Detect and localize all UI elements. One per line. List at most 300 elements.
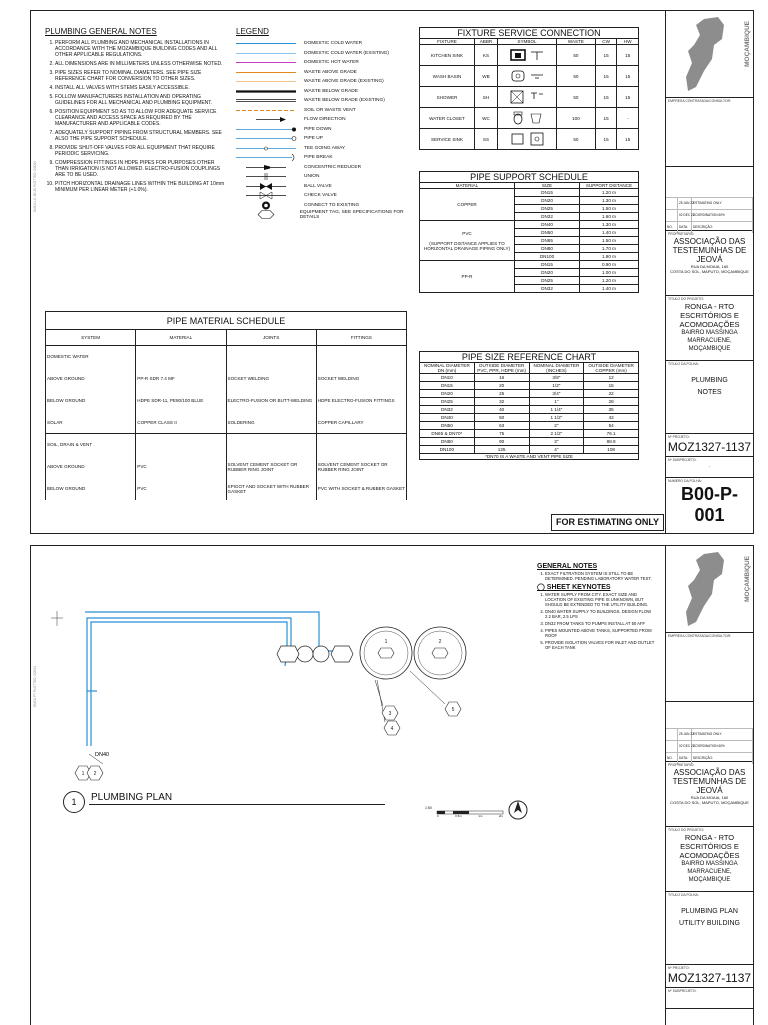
subproject-caption: Nº SUBPROJETO: — [668, 989, 697, 993]
project-number: MOZ1327-1137 — [667, 971, 752, 985]
pss-size: DN32 — [515, 213, 580, 221]
pss-dist: 1.40 m — [580, 229, 639, 237]
psr-row — [420, 422, 639, 430]
project-number-box — [666, 434, 753, 457]
equipment-tag-icon — [236, 210, 294, 219]
scale-tick: 0.5m — [455, 814, 462, 818]
fsc-cell: 15 — [595, 66, 617, 87]
general-notes-title: GENERAL NOTES — [537, 563, 598, 570]
fsc-cell: 15 — [617, 129, 639, 150]
owner-address: RUA DA MOAIA, 160 — [690, 264, 729, 269]
psr-cell: DN50 — [420, 422, 475, 430]
pms-cell: HDPE SDR-11, PE80/100 BLUE — [136, 390, 226, 412]
psr-row — [420, 446, 639, 454]
pss-size: DN50 — [515, 229, 580, 237]
revision-row — [666, 728, 753, 740]
fsc-cell: 100 — [557, 108, 596, 129]
line-blue-icon — [236, 39, 298, 48]
psr-cell: DN40 — [420, 414, 475, 422]
tag-label: 1 — [384, 639, 388, 645]
tank-tag-2 — [432, 648, 448, 658]
psr-cell: 76.1 — [584, 430, 639, 438]
pss-row — [420, 189, 639, 197]
keynote-item: 5. PROVIDE ISOLATION VALVES FOR INLET AND OUTLET OF EACH TANK — [545, 640, 657, 650]
fsc-header: SYMBOL — [498, 39, 557, 45]
sheet-title-caption: TITULO DA FOLHA: — [668, 893, 699, 897]
project-caption: TITULO DO PROJETO: — [668, 828, 704, 832]
legend-label: DOMESTIC HOT WATER — [304, 60, 359, 66]
owner-box — [666, 762, 753, 827]
legend-label: UNION — [304, 174, 320, 180]
project-number-box — [666, 965, 753, 988]
pipe-support-schedule-table — [419, 171, 639, 293]
tag-label: 2 — [438, 639, 442, 645]
country-label: MOÇAMBIQUE — [744, 556, 751, 602]
company-caption: EMPRESA CONTRATADA/CONSULTOR: — [668, 634, 732, 638]
pms-cell — [136, 434, 226, 456]
revision-cell: DESCRIÇÃO: — [692, 222, 753, 233]
fsc-symbol-cell — [498, 66, 557, 87]
psr-cell: 4" — [529, 446, 584, 454]
fsc-cell: 50 — [557, 66, 596, 87]
pss-dist: 1.30 m — [580, 197, 639, 205]
sheet-number-caption: NUMERO DA FOLHA: — [668, 479, 702, 483]
fsc-cell: 50 — [557, 129, 596, 150]
legend-label: DOMESTIC COLD WATER — [304, 41, 363, 47]
pms-header: JOINTS — [226, 330, 316, 346]
fsc-cell: SS — [475, 129, 498, 150]
revision-cell: DATA: — [678, 222, 692, 233]
sheet-title-box — [666, 361, 753, 434]
fsc-header: HW — [617, 39, 639, 45]
legend-row — [236, 210, 416, 220]
sheet-title-caption: TITULO DA FOLHA: — [668, 362, 699, 366]
revision-row — [666, 209, 753, 221]
psr-cell: 3/8" — [529, 374, 584, 382]
psr-cell: 12 — [584, 374, 639, 382]
project-line: ESCRITÓRIOS E ACOMODAÇÕES — [679, 311, 740, 329]
fsc-cell: 15 — [595, 129, 617, 150]
legend-row — [236, 134, 416, 144]
tee-away-icon — [236, 144, 298, 153]
psr-cell: 35 — [584, 406, 639, 414]
psr-cell: 20 — [474, 382, 529, 390]
pms-cell: SOLDERING — [226, 412, 316, 434]
ball-valve-icon — [236, 182, 298, 191]
owner-address: COSTA DO SOL, MAPUTO, MOÇAMBIQUE — [670, 800, 749, 805]
psr-row — [420, 414, 639, 422]
title-block — [665, 11, 753, 533]
psr-cell: 125 — [474, 446, 529, 454]
fsc-cell: 15 — [595, 45, 617, 66]
pms-cell: HDPE ELECTRO-FUSION FITTINGS — [316, 390, 406, 412]
note-item: 7. ADEQUATELY SUPPORT PIPING FROM STRUCTURAL MEMBERS. SEE ALSO THE PIPE SUPPORT SCHEDULE. — [55, 130, 225, 142]
fixture-service-connection-table — [419, 27, 639, 150]
pms-cell: DOMESTIC WATER — [46, 346, 136, 368]
legend-label: PIPE DOWN — [304, 126, 332, 132]
legend-label: WASTE BELOW GRADE — [304, 88, 358, 94]
project-number-caption: Nº PROJETO: — [668, 435, 690, 439]
tank-tag-1 — [378, 648, 394, 658]
north-arrow-icon — [507, 799, 529, 821]
fsc-header: FIXTURE — [420, 39, 475, 45]
keynotes-list — [537, 592, 657, 650]
general-note-item: 1. EXACT FILTRATION SYSTEM IS STILL TO BE DETERMINED. PENDING LABORATORY WATER TEST. — [545, 571, 657, 581]
psr-cell: 75 — [474, 430, 529, 438]
fsc-cell: SH — [475, 87, 498, 108]
psr-cell: 40 — [474, 406, 529, 414]
shower-icon — [509, 90, 545, 104]
pss-material-name: COPPER — [457, 202, 477, 207]
revision-cell: COORDINATION 60% — [692, 210, 753, 221]
psr-cell: 22 — [584, 390, 639, 398]
revision-box — [666, 167, 753, 231]
tag-label: 3 — [388, 711, 392, 717]
water-tank-2 — [414, 627, 466, 679]
legend-label: PIPE UP — [304, 136, 323, 142]
company-box — [666, 98, 753, 167]
line-orange-light-icon — [236, 77, 298, 86]
water-tank-1 — [360, 627, 412, 679]
drawing-sheet-plan — [30, 545, 754, 1025]
sheet-title: PLUMBING PLAN — [681, 908, 738, 915]
keynote-item: 4. PIPES MOUNTED ABOVE TANKS, SUPPORTED FROM ROOF — [545, 628, 657, 638]
fsc-header: ABBR — [475, 39, 498, 45]
fsc-symbol-cell — [498, 87, 557, 108]
fsc-row — [420, 129, 639, 150]
pss-size: DN15 — [515, 261, 580, 269]
project-caption: TITULO DO PROJETO: — [668, 297, 704, 301]
pms-cell — [226, 434, 316, 456]
legend-row — [236, 163, 416, 173]
mozambique-map-icon — [674, 550, 734, 630]
pss-dist: 1.40 m — [580, 285, 639, 293]
psr-cell: 25 — [474, 390, 529, 398]
revision-cell: 02 DEC 22 — [678, 210, 692, 221]
pms-cell: SOIL, DRAIN & VENT — [46, 434, 136, 456]
legend-label: WASTE ABOVE GRADE (EXISTING) — [304, 79, 384, 85]
psr-cell: 15 — [584, 382, 639, 390]
service-sink-icon — [509, 132, 545, 146]
owner-name: ASSOCIAÇÃO DAS — [673, 237, 746, 246]
pss-material-name: PVC — [462, 230, 472, 236]
psr-cell: 50 — [474, 414, 529, 422]
legend-label: CHECK VALVE — [304, 193, 337, 199]
legend — [236, 27, 416, 220]
fsc-row — [420, 45, 639, 66]
notes-title: PLUMBING GENERAL NOTES — [45, 27, 157, 36]
note-item: 2. ALL DIMENSIONS ARE IN MILLIMETERS UNLESS OTHERWISE NOTED. — [55, 61, 225, 67]
grid-marker — [51, 611, 63, 626]
fsc-cell: WASH BASIN — [420, 66, 475, 87]
revision-cell: ESTIMATING ONLY — [692, 198, 753, 209]
pss-material-note: (SUPPORT DISTANCE APPLIES TO HORIZONTAL DRAINAGE PIPING ONLY) — [423, 240, 511, 251]
project-line: BAIRRO MASSINGA — [681, 330, 738, 336]
fsc-cell: - — [617, 108, 639, 129]
cold-water-pipes — [85, 612, 349, 746]
note-item: 8. PROVIDE SHUT-OFF VALVES FOR ALL EQUIPMENT THAT REQUIRE PERIODIC SERVICING. — [55, 145, 225, 157]
note-item: 5. FOLLOW MANUFACTURERS INSTALLATION AND OPERATING GUIDELINES FOR ALL MECHANICAL AND PLUMBING EQUIPMENT. — [55, 94, 225, 106]
legend-label: WASTE ABOVE GRADE — [304, 69, 357, 75]
revision-cell: DATA: — [678, 753, 692, 764]
owner-caption: PROPRIETARIO: — [668, 232, 695, 236]
revision-cell: ESTIMATING ONLY — [692, 729, 753, 740]
legend-row — [236, 96, 416, 106]
scale-tick: 2m — [498, 814, 503, 818]
fsc-cell: 15 — [617, 66, 639, 87]
pss-size: DN20 — [515, 269, 580, 277]
pms-row — [46, 346, 407, 368]
owner-box — [666, 231, 753, 296]
pss-size: DN40 — [515, 221, 580, 229]
fsc-cell: 15 — [617, 87, 639, 108]
project-line: MARRACUENE, MOÇAMBIQUE — [687, 869, 732, 883]
project-box — [666, 827, 753, 892]
pms-title: PIPE MATERIAL SCHEDULE — [46, 312, 407, 330]
pss-material — [420, 221, 515, 261]
owner-address: RUA DA MOAIA, 160 — [690, 795, 729, 800]
subproject-box — [666, 988, 753, 1009]
pipe-size-reference-chart — [419, 351, 639, 460]
psr-cell: 2 1/2" — [529, 430, 584, 438]
psr-cell: 28 — [584, 398, 639, 406]
legend-row — [236, 68, 416, 78]
pipe-break-icon — [236, 153, 298, 162]
legend-row — [236, 144, 416, 154]
keynotes-title-text: SHEET KEYNOTES — [546, 584, 611, 591]
project-line: BAIRRO MASSINGA — [681, 861, 738, 867]
psr-header: OUTSIDE DIAMETER PVC, PPR, HDPE (mm) — [474, 363, 529, 374]
psr-cell: DN100 — [420, 446, 475, 454]
owner-address: COSTA DO SOL, MAPUTO, MOÇAMBIQUE — [670, 269, 749, 274]
water-closet-icon — [509, 111, 545, 125]
pss-row — [420, 221, 639, 229]
revision-cell: NO. — [666, 222, 678, 233]
pms-cell: SOLAR — [46, 412, 136, 434]
line-orange-icon — [236, 68, 298, 77]
pss-dist: 1.60 m — [580, 213, 639, 221]
project-line: ESCRITÓRIOS E ACOMODAÇÕES — [679, 842, 740, 860]
fsc-cell: 50 — [557, 87, 596, 108]
pss-dist: 1.00 m — [580, 269, 639, 277]
subproject-box — [666, 457, 753, 478]
plumbing-plan-drawing — [45, 556, 525, 796]
psr-cell: 2" — [529, 422, 584, 430]
psr-row — [420, 374, 639, 382]
legend-row — [236, 58, 416, 68]
revision-row — [666, 197, 753, 209]
legend-label: CONNECT TO EXISTING — [304, 202, 360, 208]
fsc-row — [420, 87, 639, 108]
pss-header: SUPPORT DISTANCE — [580, 183, 639, 189]
pss-size: DN25 — [515, 277, 580, 285]
pms-cell: SOCKET WELDING — [316, 368, 406, 390]
subproject-caption: Nº SUBPROJETO: — [668, 458, 697, 462]
pss-dist: 1.50 m — [580, 205, 639, 213]
pss-size: DN32 — [515, 285, 580, 293]
psr-footnote: *DN70 IS A WASTE AND VENT PIPE SIZE — [420, 454, 639, 460]
fsc-cell: SHOWER — [420, 87, 475, 108]
legend-row — [236, 172, 416, 182]
legend-label: CONCENTRIC REDUCER — [304, 164, 362, 170]
keynote-item: 2. DN40 WATER SUPPLY TO BUILDINGS. DESIGN FLOW 2.2 BAR, 2.5 LPS — [545, 609, 657, 619]
pipe-down-icon — [236, 125, 298, 134]
general-notes-list — [537, 571, 657, 581]
fsc-cell: 15 — [595, 87, 617, 108]
keynotes-title — [537, 585, 657, 590]
psr-cell: 88.9 — [584, 438, 639, 446]
legend-label: PIPE BREAK — [304, 155, 333, 161]
pss-title: PIPE SUPPORT SCHEDULE — [420, 172, 639, 183]
tag-label: 4 — [390, 726, 394, 732]
pms-header: SYSTEM — [46, 330, 136, 346]
psr-title: PIPE SIZE REFERENCE CHART — [420, 352, 639, 363]
pump-1 — [297, 646, 313, 662]
fsc-header: WASTE — [557, 39, 596, 45]
pump-2 — [313, 646, 329, 662]
tag-label: 1 — [81, 771, 85, 777]
check-valve-icon — [236, 191, 298, 200]
pss-dist: 1.50 m — [580, 237, 639, 245]
pss-header: MATERIAL — [420, 183, 515, 189]
legend-label: TEE GOING AWAY — [304, 145, 346, 151]
psr-cell: 42 — [584, 414, 639, 422]
legend-rows — [236, 39, 416, 220]
pms-header-row — [46, 330, 407, 346]
pms-cell: ELECTRO-FUSION OR BUTT-WELDING — [226, 390, 316, 412]
pms-cell: SOLVENT CEMENT SOCKET OR RUBBER RING JOINT — [316, 456, 406, 478]
revision-box — [666, 702, 753, 762]
revision-row — [666, 740, 753, 752]
pms-row — [46, 434, 407, 456]
plan-notes — [537, 564, 657, 654]
line-black-thick-icon — [236, 87, 298, 96]
revision-cell: 25 JAN 22 — [678, 729, 692, 740]
pss-dist: 1.20 m — [580, 189, 639, 197]
map-panel — [666, 546, 753, 633]
psr-cell: 3" — [529, 438, 584, 446]
fsc-symbol-cell — [498, 45, 557, 66]
owner-name: TESTEMUNHAS DE JEOVÁ — [672, 246, 747, 264]
pss-size: DN15 — [515, 189, 580, 197]
legend-title: LEGEND — [236, 27, 269, 36]
pss-dist: 1.90 m — [580, 253, 639, 261]
fsc-row — [420, 66, 639, 87]
revision-cell — [666, 729, 678, 740]
psr-row — [420, 382, 639, 390]
fsc-cell: 15 — [595, 108, 617, 129]
legend-row — [236, 77, 416, 87]
pss-dist: 1.30 m — [580, 221, 639, 229]
revision-cell: 25 JAN 22 — [678, 198, 692, 209]
project-number: MOZ1327-1137 — [667, 440, 752, 454]
pms-cell — [136, 346, 226, 368]
pss-material-name: PP-R — [461, 274, 473, 279]
owner-name: TESTEMUNHAS DE JEOVÁ — [672, 777, 747, 795]
pms-cell — [316, 434, 406, 456]
pump-hex-2 — [331, 646, 353, 662]
keynote-item: 1. WATER SUPPLY FROM CITY. EXACT SIZE AND LOCATION OF EXISTING PIPE IS UNKNOWN, BUT SHOULD BE EXTENDED TO THE UTILITY BUILDING. — [545, 592, 657, 607]
project-line: RONGA - RTO — [684, 833, 735, 842]
scale-label: 1:50 — [425, 806, 432, 810]
psr-header: NOMINAL DIAMETER DN (mm) — [420, 363, 475, 374]
company-caption: EMPRESA CONTRATADA/CONSULTOR: — [668, 99, 732, 103]
legend-label: WASTE BELOW GRADE (EXISTING) — [304, 98, 385, 104]
psr-cell: DN20 — [420, 390, 475, 398]
connect-existing-icon — [236, 201, 298, 210]
pms-row — [46, 478, 407, 500]
pms-cell: BELOW GROUND — [46, 390, 136, 412]
scale-ticks — [437, 814, 503, 818]
sheet-title-box — [666, 892, 753, 965]
psr-cell: 32 — [474, 398, 529, 406]
legend-row — [236, 182, 416, 192]
psr-cell: 1" — [529, 398, 584, 406]
sheet-edge-text: DMCA PT PLOTTED: 2/2024 — [33, 666, 37, 708]
reducer-icon — [236, 163, 298, 172]
psr-cell: 1/2" — [529, 382, 584, 390]
sheet-title: PLUMBING — [691, 377, 728, 384]
line-magenta-icon — [236, 58, 298, 67]
pms-cell: ABOVE GROUND — [46, 368, 136, 390]
psr-cell: DN32 — [420, 406, 475, 414]
psr-row — [420, 390, 639, 398]
owner-name: ASSOCIAÇÃO DAS — [673, 768, 746, 777]
psr-header: OUTSIDE DIAMETER COPPER (mm) — [584, 363, 639, 374]
fsc-cell: SERVICE SINK — [420, 129, 475, 150]
pms-cell — [316, 346, 406, 368]
pipe-material-schedule-table — [45, 311, 407, 500]
psr-cell: 108 — [584, 446, 639, 454]
fsc-title: FIXTURE SERVICE CONNECTION — [420, 28, 639, 39]
sheet-edge-text: DMCA LC: 60 20 PLOTTED: 2/2024 — [33, 161, 37, 213]
pss-material — [420, 261, 515, 293]
pss-size: DN20 — [515, 197, 580, 205]
psr-row — [420, 398, 639, 406]
revision-cell: COORDINATION 60% — [692, 741, 753, 752]
wash-basin-icon — [509, 69, 545, 83]
tag-label: 5 — [451, 707, 455, 713]
legend-row — [236, 153, 416, 163]
sheet-title: NOTES — [697, 389, 722, 396]
fsc-header: CW — [595, 39, 617, 45]
psr-cell: 16 — [474, 374, 529, 382]
revision-cell: NO. — [666, 753, 678, 764]
revision-cell — [666, 198, 678, 209]
fsc-row — [420, 108, 639, 129]
pms-cell: SOCKET WELDING — [226, 368, 316, 390]
fsc-cell: 15 — [617, 45, 639, 66]
mozambique-map-icon — [674, 15, 734, 95]
psr-header: NOMINAL DIAMETER (INCHES) — [529, 363, 584, 374]
fsc-symbol-cell — [498, 129, 557, 150]
note-item: 10. PITCH HORIZONTAL DRAINAGE LINES WITHIN THE BUILDING AT 10mm MINIMUM PER LINEAR METER (+1.0%). — [55, 181, 225, 193]
project-box — [666, 296, 753, 361]
revision-cell: DESCRIÇÃO: — [692, 753, 753, 764]
union-icon — [236, 172, 298, 181]
pipe-size-label: DN40 — [95, 752, 110, 758]
pms-cell: SOLVENT CEMENT SOCKET OR RUBBER RING JOINT — [226, 456, 316, 478]
legend-row — [236, 191, 416, 201]
psr-cell: DN25 — [420, 398, 475, 406]
note-item: 6. POSITION EQUIPMENT SO AS TO ALLOW FOR ADEQUATE SERVICE CLEARANCE AND ACCESS SPACE AS REQUIRED BY THE MANUFACTURER AND APPLICABLE CODES. — [55, 109, 225, 127]
psr-row — [420, 430, 639, 438]
legend-row — [236, 39, 416, 49]
pss-header: SIZE — [515, 183, 580, 189]
map-panel — [666, 11, 753, 98]
psr-cell: 1 1/2" — [529, 414, 584, 422]
drawing-sheet-notes — [30, 10, 754, 534]
